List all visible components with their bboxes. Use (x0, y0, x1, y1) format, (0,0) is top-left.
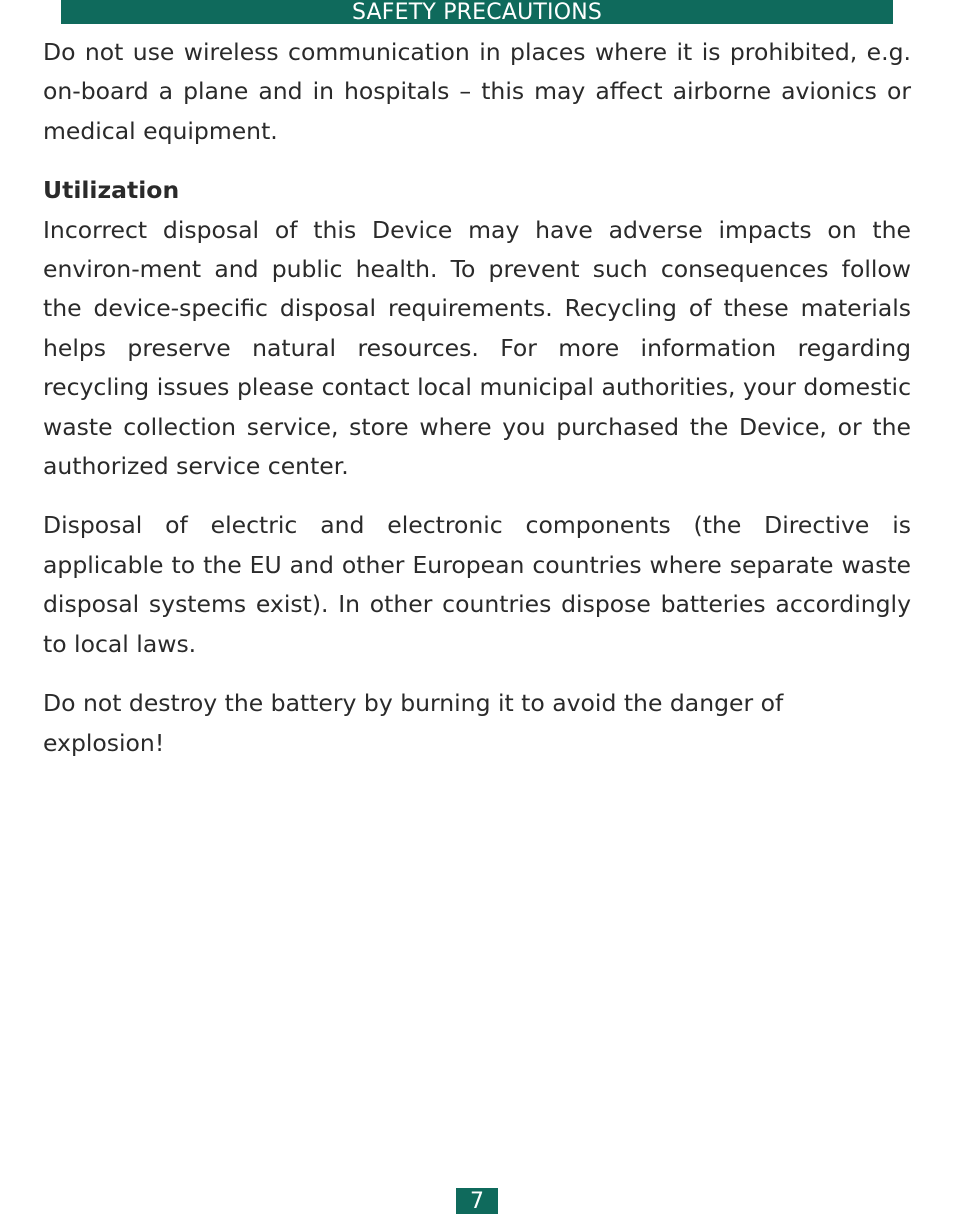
disposal-paragraph: Disposal of electric and electronic components (the Directive is applicable to the EU and other European countries where separate waste disposal systems exist). In other countries dispose batteries accordingly to local laws. (43, 511, 911, 658)
battery-warning: Do not destroy the battery by burning it to avoid the danger of explosion! (43, 689, 784, 757)
page-number (456, 1188, 498, 1214)
utilization-paragraph: Incorrect disposal of this Device may have adverse impacts on the environ-ment and public health. To prevent such consequences follow the device-specific disposal requirements. Recycling of these materials helps preserve natural resources. For more information regarding recycling issues please contact local municipal authorities, your domestic waste collection service, store where you purchased the Device, or the authorized service center. (43, 215, 911, 481)
utilization-heading: Utilization (43, 176, 180, 205)
section-header (61, 0, 893, 24)
wireless-paragraph: Do not use wireless communication in places where it is prohibited, e.g. on-board a plane and in hospitals – this may affect airborne avionics or medical equipment. (43, 38, 911, 145)
page-number-label: 7 (470, 1189, 484, 1214)
section-title: SAFETY PRECAUTIONS (351, 0, 603, 24)
document-body (43, 33, 911, 783)
